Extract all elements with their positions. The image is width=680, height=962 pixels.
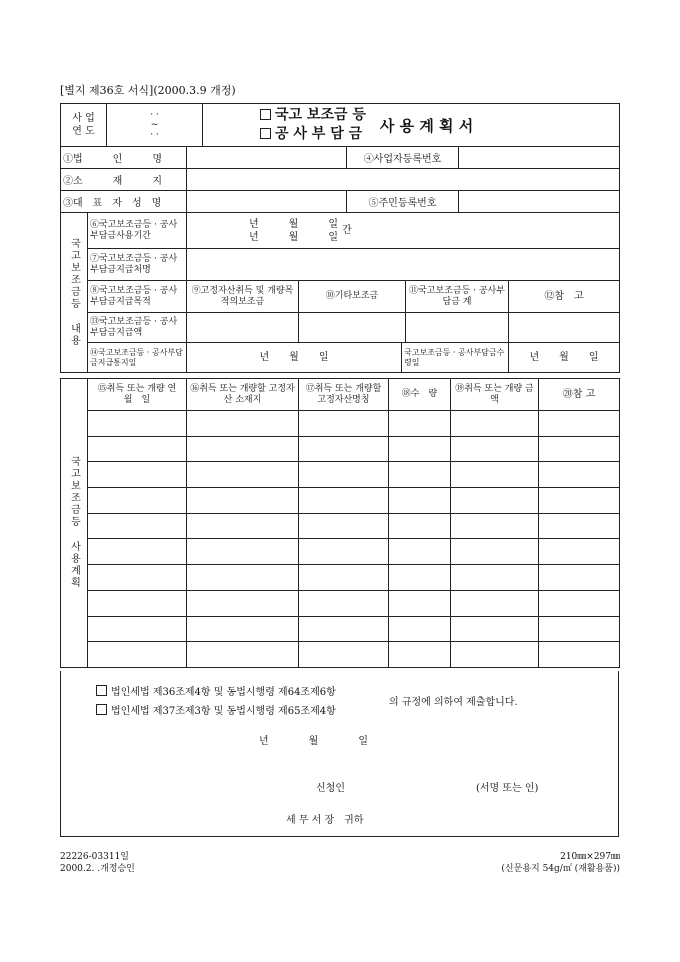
corp-name-label: ①법 인 명 <box>61 147 187 169</box>
plan-cell[interactable] <box>451 590 539 616</box>
payer-label: ⑦국고보조금등 · 공사부담금지급처명 <box>88 249 187 281</box>
period-end: 년 월 일 <box>249 231 338 243</box>
table-row <box>61 436 620 462</box>
table-row <box>61 513 620 539</box>
col12-header: ⑫참 고 <box>509 281 620 313</box>
applicant-label: 신청인 <box>316 783 345 794</box>
table-row <box>61 590 620 616</box>
amount-col12[interactable] <box>509 313 620 343</box>
amount-col10[interactable] <box>299 313 406 343</box>
col9-header: ⑨고정자산취득 및 개량목적의보조금 <box>187 281 299 313</box>
plan-cell[interactable] <box>451 616 539 642</box>
year-label: 사 업 연 도 <box>61 104 107 147</box>
recvdate-field[interactable]: 년 월 일 <box>509 343 620 373</box>
use-period-label: ⑥국고보조금등 · 공사부담금사용기간 <box>88 213 187 249</box>
plan-cell[interactable] <box>451 642 539 668</box>
title-table <box>60 103 620 147</box>
plan-cell[interactable] <box>88 616 187 642</box>
amount-col9[interactable] <box>187 313 299 343</box>
plan-cell[interactable] <box>389 590 451 616</box>
table-row <box>61 565 620 591</box>
col11-header: ⑪국고보조금등 · 공사부담금 계 <box>406 281 509 313</box>
plan-cell[interactable] <box>389 539 451 565</box>
plan-cell[interactable] <box>389 513 451 539</box>
plan-cell[interactable] <box>88 513 187 539</box>
plan-cell[interactable] <box>299 462 389 488</box>
plan-cell[interactable] <box>187 590 299 616</box>
plan-cell[interactable] <box>299 590 389 616</box>
plan-cell[interactable] <box>389 616 451 642</box>
table-row <box>61 616 620 642</box>
rep-name-label: ③대 표 자 성 명 <box>61 191 187 213</box>
plan-cell[interactable] <box>451 411 539 437</box>
signature-field[interactable]: (서명 또는 인) <box>476 783 539 794</box>
plan-cell[interactable] <box>187 642 299 668</box>
plan-cell[interactable] <box>299 488 389 514</box>
plan-cell[interactable] <box>451 462 539 488</box>
plan-cell[interactable] <box>389 411 451 437</box>
table-row <box>61 411 620 437</box>
fiscal-period[interactable]: · · ~ · · <box>107 104 203 147</box>
recipient: 세 무 서 장 귀하 <box>286 815 364 826</box>
plan-cell[interactable] <box>299 513 389 539</box>
plan-cell[interactable] <box>88 436 187 462</box>
plan-header-date: ⑮취득 또는 개량 연 월 일 <box>88 379 187 411</box>
plan-cell[interactable] <box>88 590 187 616</box>
content-table <box>60 212 620 373</box>
plan-cell[interactable] <box>451 513 539 539</box>
checkbox-icon[interactable] <box>96 704 107 715</box>
biz-reg-no-label: ④사업자등록번호 <box>347 147 459 169</box>
plan-cell[interactable] <box>389 565 451 591</box>
period-suffix: 간 <box>341 225 352 236</box>
plan-header-asset-name: ⑰취득 또는 개량할 고정자산명칭 <box>299 379 389 411</box>
plan-header-note: ⑳참 고 <box>539 379 620 411</box>
plan-cell[interactable] <box>389 642 451 668</box>
checkbox-icon[interactable] <box>96 685 107 696</box>
plan-cell[interactable] <box>451 539 539 565</box>
plan-cell[interactable] <box>187 436 299 462</box>
amount-label: ⑬국고보조금등 · 공사부담금지급액 <box>88 313 187 343</box>
address-label: ②소 재 지 <box>61 169 187 191</box>
plan-cell[interactable] <box>299 642 389 668</box>
option-construction[interactable]: 공 사 부 담 금 <box>260 125 366 144</box>
footer-box <box>60 671 619 837</box>
plan-cell[interactable] <box>88 411 187 437</box>
plan-cell[interactable] <box>88 642 187 668</box>
paydate-label: ⑭국고보조금등 · 공사부담금지급통지일 <box>88 343 187 373</box>
table-row <box>61 488 620 514</box>
plan-cell[interactable] <box>539 411 620 437</box>
plan-cell[interactable] <box>299 539 389 565</box>
plan-cell[interactable] <box>88 539 187 565</box>
form-number: [별지 제36호 서식](2000.3.9 개정) <box>60 84 236 97</box>
payer-field[interactable] <box>187 249 620 281</box>
form-code: 22226-03311일 <box>60 852 129 862</box>
plan-cell[interactable] <box>451 436 539 462</box>
option-subsidy[interactable]: 국고 보조금 등 <box>260 106 366 125</box>
plan-header-amount: ⑲취득 또는 개량 금액 <box>451 379 539 411</box>
address-field[interactable] <box>187 169 620 191</box>
plan-cell[interactable] <box>539 436 620 462</box>
plan-side-label: 국고보조금등 사용계획 <box>61 379 88 668</box>
col10-header: ⑩기타보조금 <box>299 281 406 313</box>
content-side-label: 국고보조금등 내용 <box>61 213 88 373</box>
plan-cell[interactable] <box>88 488 187 514</box>
plan-cell[interactable] <box>451 565 539 591</box>
plan-cell[interactable] <box>187 488 299 514</box>
plan-cell[interactable] <box>539 539 620 565</box>
plan-table <box>60 378 620 668</box>
submit-date[interactable]: 년 월 일 <box>259 736 368 747</box>
plan-cell[interactable] <box>539 488 620 514</box>
resident-no-field[interactable] <box>459 191 620 213</box>
period-start: 년 월 일 <box>249 218 338 230</box>
plan-cell[interactable] <box>539 590 620 616</box>
law-option-1[interactable]: 법인세법 제36조제4항 및 동법시행령 제64조제6항 <box>96 683 336 702</box>
plan-cell[interactable] <box>299 411 389 437</box>
recvdate-label: 국고보조금등 · 공사부담금수령일 <box>402 343 509 373</box>
plan-cell[interactable] <box>187 616 299 642</box>
plan-cell[interactable] <box>389 436 451 462</box>
submit-text: 의 규정에 의하여 제출합니다. <box>389 697 518 708</box>
checkbox-icon[interactable] <box>260 109 271 120</box>
resident-no-label: ⑤주민등록번호 <box>347 191 459 213</box>
info-table <box>60 146 620 213</box>
plan-cell[interactable] <box>299 616 389 642</box>
table-row <box>61 539 620 565</box>
plan-cell[interactable] <box>88 462 187 488</box>
paper-size: 210㎜×297㎜ <box>560 852 620 862</box>
checkbox-icon[interactable] <box>260 128 271 139</box>
title-cell <box>203 104 620 147</box>
law-option-2[interactable]: 법인세법 제37조제3항 및 동법시행령 제65조제4항 <box>96 702 336 721</box>
plan-cell[interactable] <box>187 539 299 565</box>
table-row <box>61 462 620 488</box>
plan-cell[interactable] <box>539 513 620 539</box>
paper-spec: (신문용지 54g/㎡ (재활용품)) <box>501 864 620 874</box>
plan-cell[interactable] <box>389 488 451 514</box>
amount-col11[interactable] <box>406 313 509 343</box>
plan-cell[interactable] <box>299 436 389 462</box>
plan-cell[interactable] <box>187 565 299 591</box>
plan-cell[interactable] <box>187 411 299 437</box>
purpose-label: ⑧국고보조금등 · 공사부담금지급목적 <box>88 281 187 313</box>
plan-cell[interactable] <box>539 565 620 591</box>
biz-reg-no-field[interactable] <box>459 147 620 169</box>
plan-cell[interactable] <box>88 565 187 591</box>
plan-header-quantity: ⑱수 량 <box>389 379 451 411</box>
plan-cell[interactable] <box>299 565 389 591</box>
plan-cell[interactable] <box>539 462 620 488</box>
paydate-field[interactable]: 년 월 일 <box>187 343 402 373</box>
plan-cell[interactable] <box>187 462 299 488</box>
plan-cell[interactable] <box>389 462 451 488</box>
plan-cell[interactable] <box>539 642 620 668</box>
plan-header-location: ⑯취득 또는 개량할 고정자산 소재지 <box>187 379 299 411</box>
corp-name-field[interactable] <box>187 147 347 169</box>
rep-name-field[interactable] <box>187 191 347 213</box>
plan-cell[interactable] <box>451 488 539 514</box>
table-row <box>61 642 620 668</box>
plan-cell[interactable] <box>187 513 299 539</box>
plan-cell[interactable] <box>539 616 620 642</box>
approval-date: 2000.2. .개정승인 <box>60 864 135 874</box>
use-period-field[interactable] <box>187 213 620 249</box>
form-title: 사 용 계 획 서 <box>379 116 474 135</box>
